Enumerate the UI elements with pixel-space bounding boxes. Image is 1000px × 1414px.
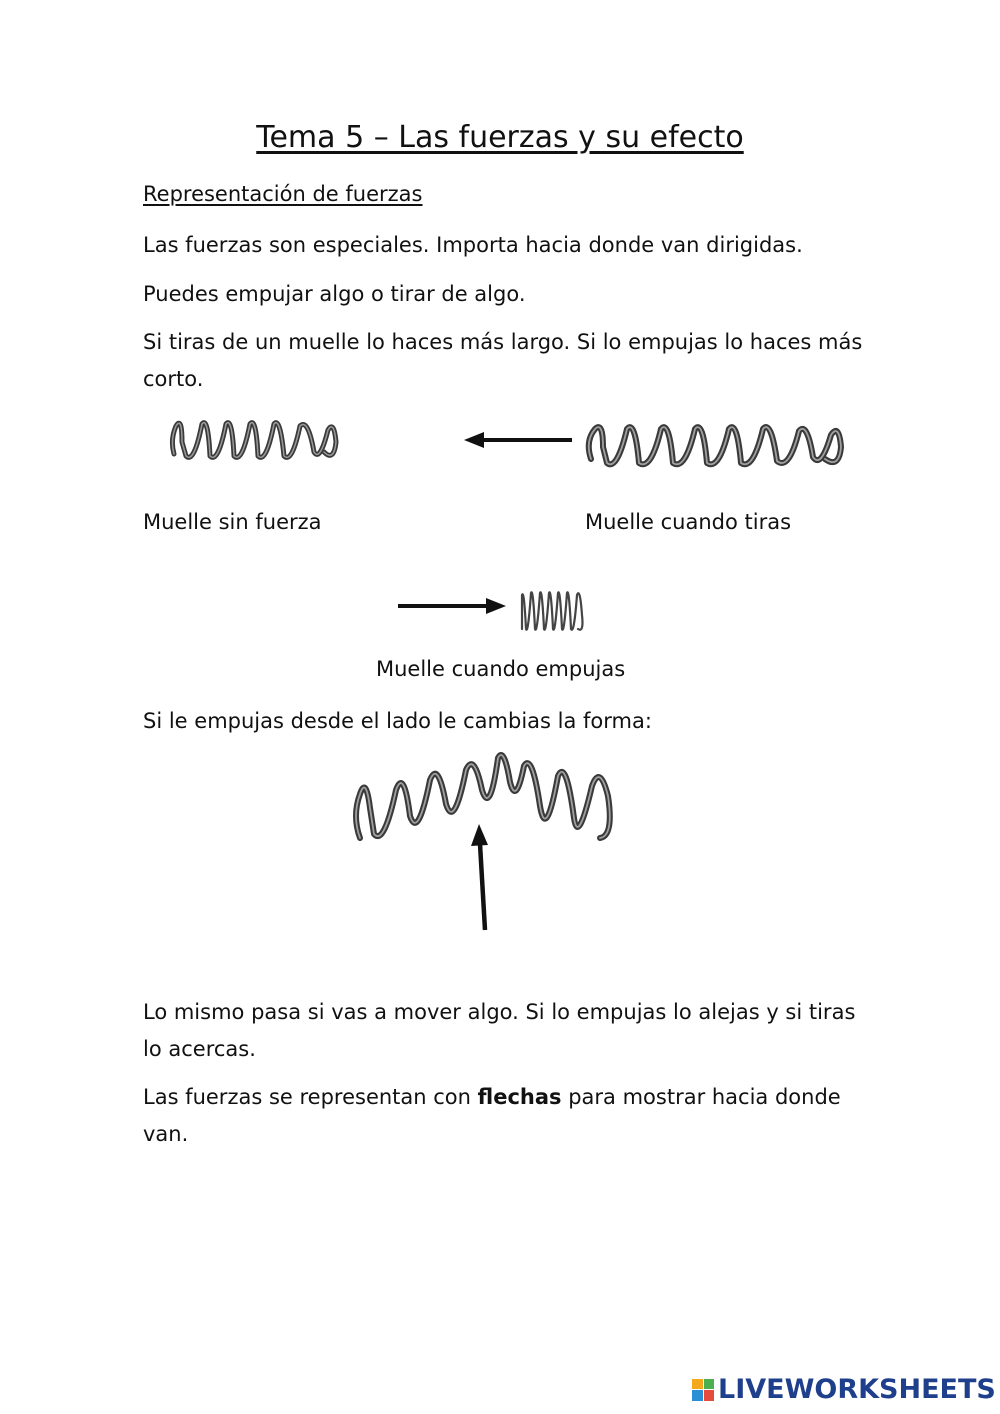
liveworksheets-logo xyxy=(692,1374,996,1405)
paragraph-6-text-end: para mostrar hacia donde van. xyxy=(143,1085,841,1146)
pull-arrow-icon xyxy=(462,428,574,452)
paragraph-6-text-start: Las fuerzas se representan con xyxy=(143,1085,478,1109)
spring-pulled xyxy=(585,415,847,475)
paragraph-4: Si le empujas desde el lado le cambias la forma: xyxy=(143,709,652,733)
paragraph-1: Las fuerzas son especiales. Importa hacia donde van dirigidas. xyxy=(143,233,803,257)
caption-pull: Muelle cuando tiras xyxy=(585,510,792,534)
section-subtitle: Representación de fuerzas xyxy=(143,182,423,206)
logo-mark-icon xyxy=(692,1379,714,1401)
caption-push: Muelle cuando empujas xyxy=(376,657,626,681)
side-push-arrow-icon xyxy=(466,822,496,934)
paragraph-3: Si tiras de un muelle lo haces más largo. Si lo empujas lo haces más corto. xyxy=(143,330,863,391)
spring-pushed xyxy=(518,585,592,637)
keyword-flechas: flechas xyxy=(477,1085,562,1109)
push-arrow-icon xyxy=(396,594,508,618)
logo-text: LIVEWORKSHEETS xyxy=(718,1374,996,1405)
paragraph-6 xyxy=(143,1079,873,1153)
page-title: Tema 5 – Las fuerzas y su efecto xyxy=(256,120,744,155)
paragraph-2: Puedes empujar algo o tirar de algo. xyxy=(143,282,526,306)
caption-no-force: Muelle sin fuerza xyxy=(143,510,322,534)
paragraph-5: Lo mismo pasa si vas a mover algo. Si lo empujas lo alejas y si tiras lo acercas. xyxy=(143,1000,856,1061)
spring-no-force xyxy=(168,412,343,468)
